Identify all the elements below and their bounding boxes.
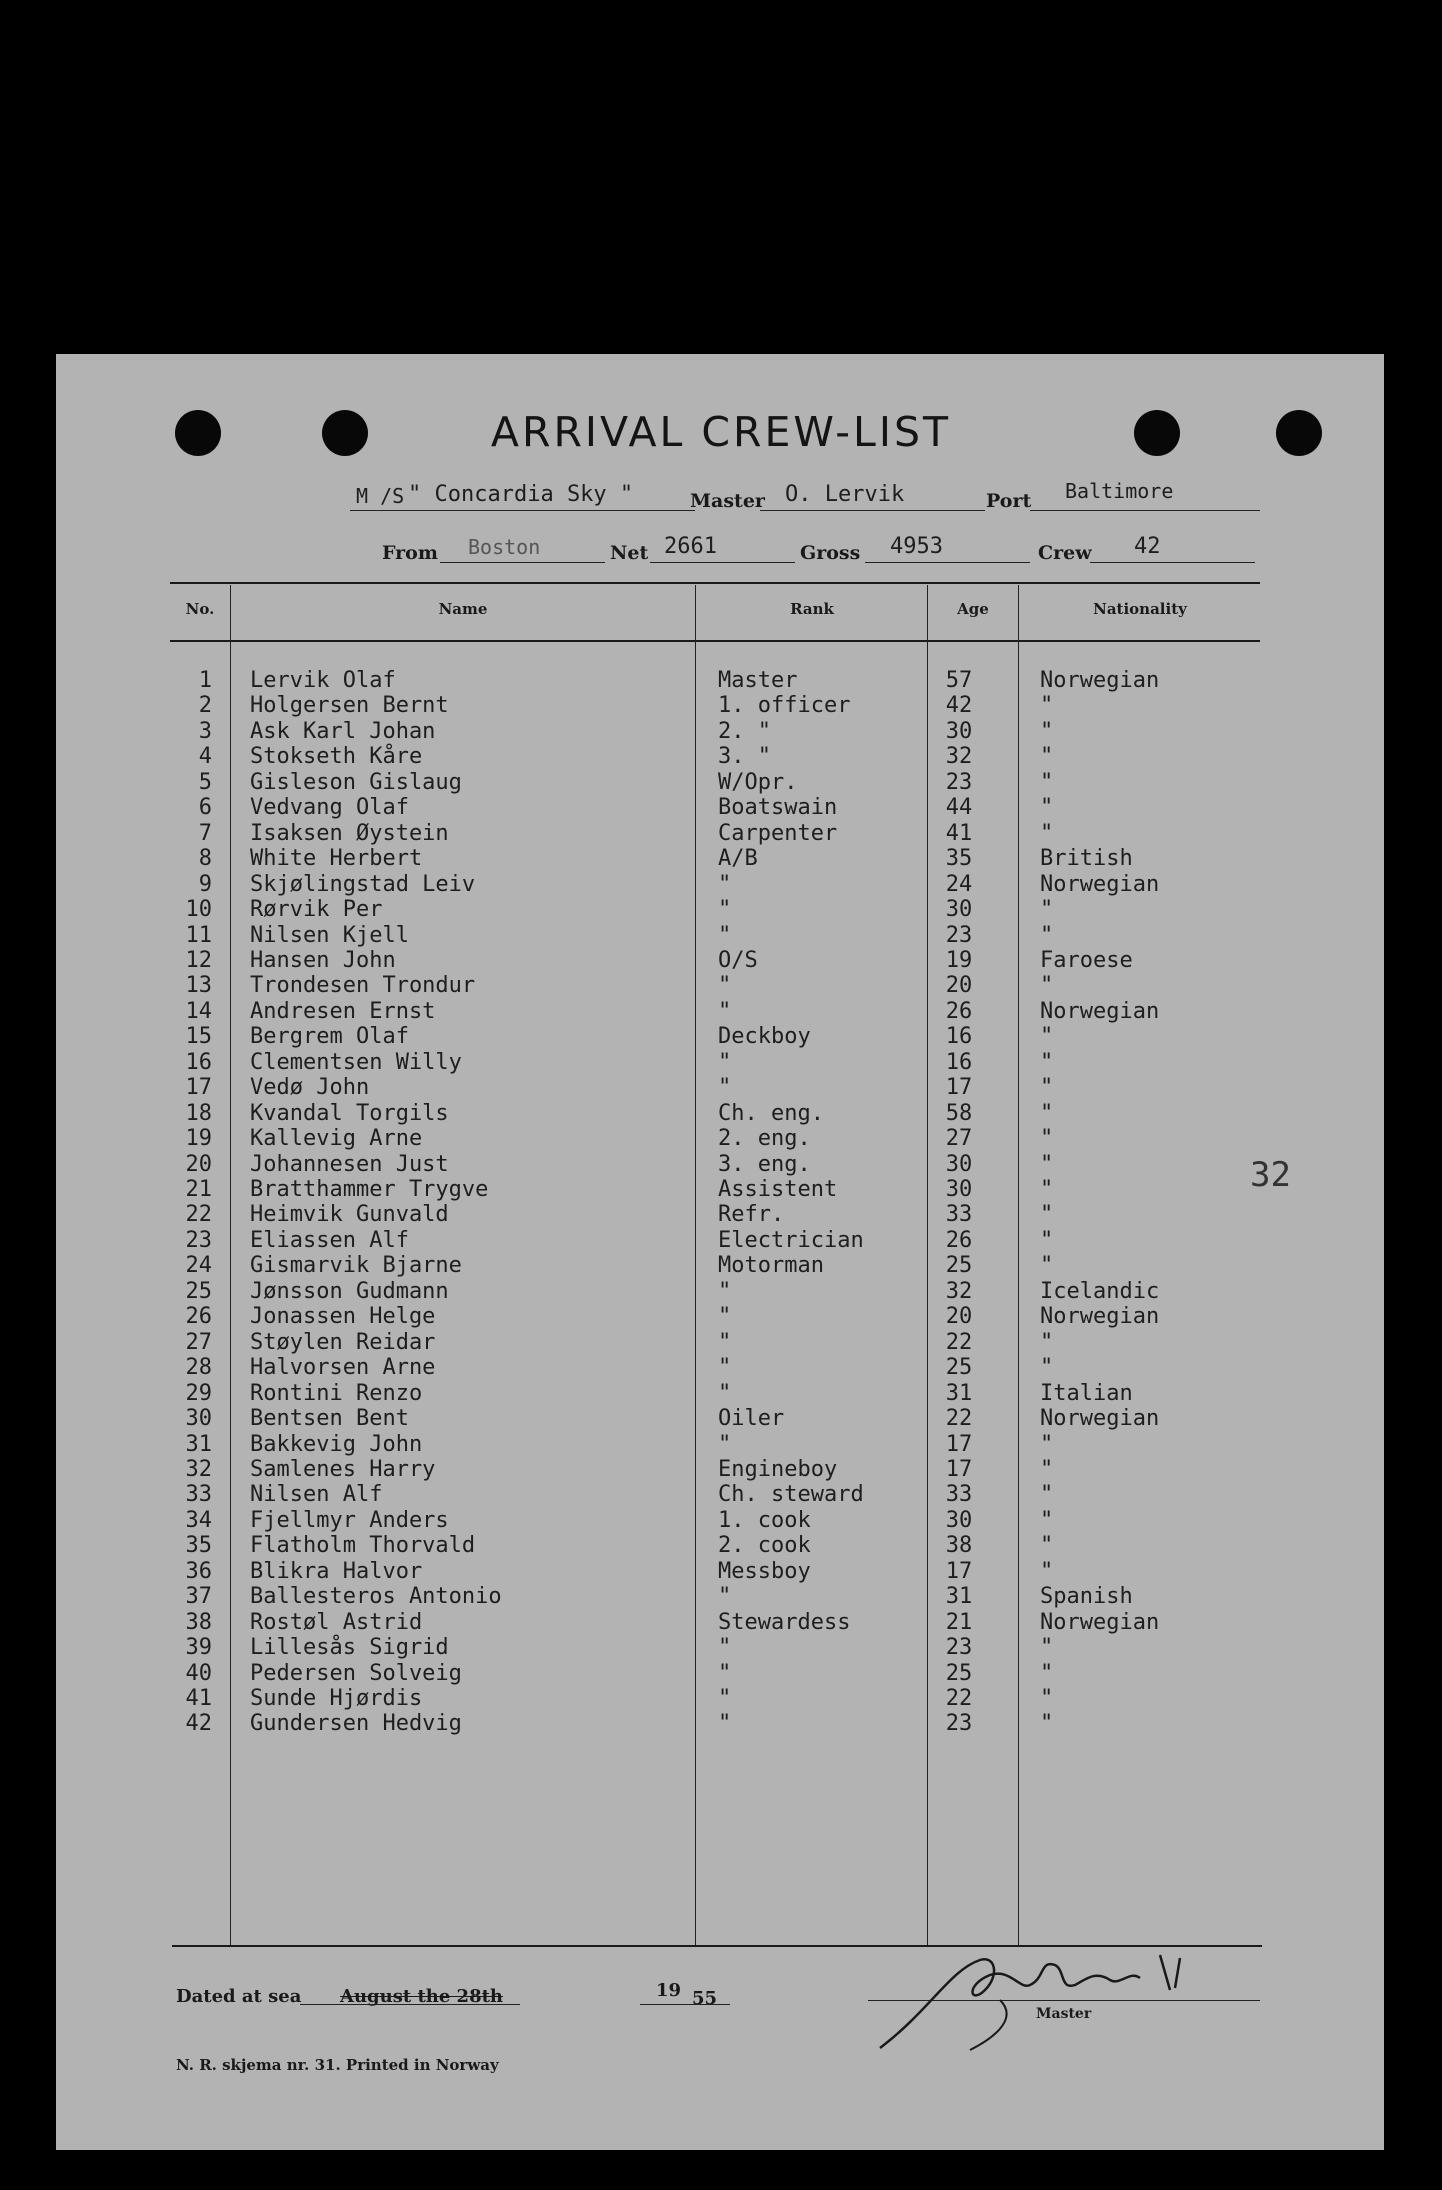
table-row <box>0 1661 1442 1686</box>
crew-nationality: " <box>1040 1151 1054 1177</box>
crew-age: 26 <box>945 1227 973 1253</box>
crew-name: Pedersen Solveig <box>250 1660 462 1686</box>
crew-rank: 1. cook <box>718 1507 811 1533</box>
crew-no: 10 <box>185 897 212 923</box>
crew-nationality: " <box>1040 1126 1054 1152</box>
crew-no: 27 <box>185 1329 212 1355</box>
crew-age: 35 <box>945 846 973 872</box>
crew-name: White Herbert <box>250 846 423 872</box>
crew-age: 30 <box>945 718 973 744</box>
crew-no: 14 <box>185 998 212 1024</box>
crew-no: 42 <box>185 1711 212 1737</box>
crew-rank: " <box>718 1686 732 1711</box>
crew-nationality: " <box>1040 1482 1054 1508</box>
col-header-rank: Rank <box>790 600 834 618</box>
table-row <box>0 744 1442 769</box>
crew-name: Gundersen Hedvig <box>250 1711 462 1737</box>
table-row <box>0 668 1442 693</box>
table-row <box>0 821 1442 846</box>
crew-no: 26 <box>185 1304 212 1330</box>
table-row <box>0 1279 1442 1304</box>
crew-name: Lervik Olaf <box>250 668 396 693</box>
crew-age: 25 <box>945 1660 973 1686</box>
crew-rank: " <box>718 1278 732 1304</box>
crew-rank: " <box>718 1049 732 1075</box>
crew-age: 17 <box>945 1456 973 1482</box>
crew-nationality: " <box>1040 1024 1054 1050</box>
year-suffix: 55 <box>692 1988 718 2009</box>
crew-name: Holgersen Bernt <box>250 693 449 719</box>
crew-age: 17 <box>945 1431 973 1457</box>
crew-nationality: " <box>1040 973 1054 999</box>
signature-master-label: Master <box>1036 2006 1092 2022</box>
crew-no: 25 <box>185 1278 212 1304</box>
crew-age: 17 <box>945 1558 973 1584</box>
crew-nationality: " <box>1040 1253 1054 1279</box>
crew-nationality: " <box>1040 744 1054 770</box>
crew-rank: " <box>718 922 732 948</box>
table-row <box>0 1610 1442 1635</box>
crew-rank: Stewardess <box>718 1609 851 1635</box>
crew-age: 42 <box>945 693 973 719</box>
table-row <box>0 1126 1442 1151</box>
crew-name: Flatholm Thorvald <box>250 1533 476 1559</box>
table-row <box>0 1228 1442 1253</box>
crew-nationality: British <box>1040 846 1133 872</box>
crew-rank: Deckboy <box>718 1024 811 1050</box>
crew-name: Trondesen Trondur <box>250 973 476 999</box>
gross-label: Gross <box>800 542 861 564</box>
crew-rank: Motorman <box>718 1253 824 1279</box>
table-row <box>0 1177 1442 1202</box>
dated-label: Dated at sea <box>176 1986 302 2007</box>
crew-no: 29 <box>185 1380 212 1406</box>
table-row <box>0 846 1442 871</box>
crew-nationality: " <box>1040 1660 1054 1686</box>
crew-rank: 2. " <box>718 718 771 744</box>
crew-name: Andresen Ernst <box>250 998 436 1024</box>
crew-no: 37 <box>185 1584 212 1610</box>
crew-age: 30 <box>945 1151 973 1177</box>
crew-name: Bentsen Bent <box>250 1406 409 1432</box>
crew-nationality: " <box>1040 1329 1054 1355</box>
crew-age: 30 <box>945 897 973 923</box>
crew-name: Kallevig Arne <box>250 1126 423 1152</box>
crew-age: 33 <box>945 1202 973 1228</box>
table-row <box>0 1457 1442 1482</box>
crew-name: Bratthammer Trygve <box>250 1177 489 1202</box>
crew-name: Stokseth Kåre <box>250 744 423 770</box>
crew-age: 20 <box>945 973 973 999</box>
table-row <box>0 1508 1442 1533</box>
crew-age: 16 <box>945 1049 973 1075</box>
crew-nationality: Faroese <box>1040 947 1133 973</box>
crew-rank: 3. " <box>718 744 771 770</box>
crew-age: 41 <box>945 820 973 846</box>
table-row <box>0 1202 1442 1227</box>
crew-name: Gismarvik Bjarne <box>250 1253 462 1279</box>
crew-rank: " <box>718 1635 732 1661</box>
col-header-name: Name <box>438 600 488 618</box>
crew-no: 2 <box>198 693 212 719</box>
crew-nationality: " <box>1040 1202 1054 1228</box>
crew-age: 19 <box>945 947 973 973</box>
crew-name: Rørvik Per <box>250 897 383 923</box>
crew-label: Crew <box>1038 542 1092 564</box>
from-label: From <box>382 542 438 564</box>
table-row <box>0 693 1442 718</box>
crew-name: Ballesteros Antonio <box>250 1584 502 1610</box>
table-row <box>0 872 1442 897</box>
crew-name: Nilsen Kjell <box>250 922 409 948</box>
crew-name: Sunde Hjørdis <box>250 1686 423 1711</box>
crew-no: 20 <box>185 1151 212 1177</box>
crew-age: 31 <box>945 1380 973 1406</box>
crew-name: Hansen John <box>250 947 396 973</box>
crew-name: Lillesås Sigrid <box>250 1635 449 1661</box>
crew-rank: Master <box>718 668 798 693</box>
table-row <box>0 923 1442 948</box>
crew-age: 20 <box>945 1304 973 1330</box>
crew-name: Jønsson Gudmann <box>250 1278 449 1304</box>
crew-age: 23 <box>945 922 973 948</box>
from-value: Boston <box>468 535 541 559</box>
form-title: ARRIVAL CREW-LIST <box>490 408 952 456</box>
crew-nationality: " <box>1040 1558 1054 1584</box>
crew-rank: " <box>718 1304 732 1330</box>
crew-age: 23 <box>945 1635 973 1661</box>
crew-no: 28 <box>185 1355 212 1381</box>
crew-no: 24 <box>185 1253 212 1279</box>
crew-age: 25 <box>945 1253 973 1279</box>
crew-age: 57 <box>945 668 973 693</box>
crew-nationality: Norwegian <box>1040 668 1160 693</box>
crew-age: 17 <box>945 1075 973 1101</box>
crew-nationality: " <box>1040 1686 1054 1711</box>
crew-age: 22 <box>945 1406 973 1432</box>
crew-no: 1 <box>198 668 212 693</box>
crew-name: Jonassen Helge <box>250 1304 436 1330</box>
crew-nationality: " <box>1040 1533 1054 1559</box>
crew-no: 8 <box>198 846 212 872</box>
crew-rank: Engineboy <box>718 1456 838 1482</box>
table-row <box>0 999 1442 1024</box>
crew-age: 22 <box>945 1686 973 1711</box>
crew-rank: 1. officer <box>718 693 851 719</box>
crew-age: 58 <box>945 1100 973 1126</box>
crew-no: 5 <box>198 769 212 795</box>
crew-nationality: " <box>1040 1075 1054 1101</box>
crew-rank: 2. eng. <box>718 1126 811 1152</box>
crew-rank: Ch. steward <box>718 1482 864 1508</box>
col-header-age: Age <box>957 600 989 618</box>
crew-nationality: " <box>1040 693 1054 719</box>
crew-age: 23 <box>945 769 973 795</box>
table-row <box>0 1050 1442 1075</box>
table-row <box>0 1075 1442 1100</box>
crew-name: Rontini Renzo <box>250 1380 423 1406</box>
crew-name: Ask Karl Johan <box>250 718 436 744</box>
crew-rank: " <box>718 973 732 999</box>
crew-no: 36 <box>185 1558 212 1584</box>
crew-age: 26 <box>945 998 973 1024</box>
crew-age: 32 <box>945 744 973 770</box>
crew-age: 25 <box>945 1355 973 1381</box>
crew-name: Heimvik Gunvald <box>250 1202 449 1228</box>
crew-nationality: " <box>1040 718 1054 744</box>
table-row <box>0 1152 1442 1177</box>
crew-name: Blikra Halvor <box>250 1558 423 1584</box>
crew-name: Johannesen Just <box>250 1151 449 1177</box>
crew-rank: " <box>718 1355 732 1381</box>
crew-rank: Ch. eng. <box>718 1100 824 1126</box>
crew-no: 9 <box>198 871 212 897</box>
margin-note: 32 <box>1250 1155 1291 1195</box>
crew-rank: " <box>718 897 732 923</box>
crew-nationality: " <box>1040 1355 1054 1381</box>
crew-nationality: Spanish <box>1040 1584 1133 1610</box>
crew-no: 35 <box>185 1533 212 1559</box>
crew-name: Rostøl Astrid <box>250 1609 423 1635</box>
crew-age: 38 <box>945 1533 973 1559</box>
crew-rank: " <box>718 998 732 1024</box>
crew-rank: O/S <box>718 947 758 973</box>
crew-nationality: Norwegian <box>1040 1609 1160 1635</box>
crew-name: Samlenes Harry <box>250 1456 436 1482</box>
crew-name: Halvorsen Arne <box>250 1355 436 1381</box>
crew-age: 32 <box>945 1278 973 1304</box>
crew-rank: " <box>718 1431 732 1457</box>
table-row <box>0 1406 1442 1431</box>
vessel-name: " Concardia Sky " <box>408 482 634 507</box>
crew-nationality: " <box>1040 1100 1054 1126</box>
year-prefix: 19 <box>656 1980 682 2001</box>
crew-rank: " <box>718 871 732 897</box>
crew-nationality: " <box>1040 1635 1054 1661</box>
gross-value: 4953 <box>890 534 943 559</box>
table-row <box>0 795 1442 820</box>
master-label: Master <box>690 490 765 512</box>
form-note: N. R. skjema nr. 31. Printed in Norway <box>176 2056 499 2074</box>
crew-nationality: " <box>1040 1711 1054 1737</box>
table-row <box>0 973 1442 998</box>
crew-rank: Messboy <box>718 1558 811 1584</box>
crew-rank: " <box>718 1075 732 1101</box>
crew-rank: " <box>718 1380 732 1406</box>
table-row <box>0 1686 1442 1711</box>
crew-rank: 2. cook <box>718 1533 811 1559</box>
crew-age: 33 <box>945 1482 973 1508</box>
crew-no: 40 <box>185 1660 212 1686</box>
crew-nationality: " <box>1040 1456 1054 1482</box>
table-row <box>0 1432 1442 1457</box>
crew-age: 21 <box>945 1609 973 1635</box>
crew-rank: W/Opr. <box>718 769 798 795</box>
crew-no: 18 <box>185 1100 212 1126</box>
port-label: Port <box>986 490 1032 512</box>
crew-rank: " <box>718 1329 732 1355</box>
crew-name: Bergrem Olaf <box>250 1024 409 1050</box>
crew-nationality: " <box>1040 1177 1054 1202</box>
crew-name: Støylen Reidar <box>250 1329 436 1355</box>
crew-age: 30 <box>945 1177 973 1202</box>
table-row <box>0 1381 1442 1406</box>
crew-no: 12 <box>185 947 212 973</box>
col-header-no: No. <box>185 600 215 618</box>
crew-no: 21 <box>185 1177 212 1202</box>
col-header-nationality: Nationality <box>1093 600 1187 618</box>
crew-nationality: Norwegian <box>1040 1304 1160 1330</box>
master-value: O. Lervik <box>785 482 905 507</box>
table-row <box>0 948 1442 973</box>
crew-no: 33 <box>185 1482 212 1508</box>
table-row <box>0 1711 1442 1736</box>
crew-age: 27 <box>945 1126 973 1152</box>
table-row <box>0 897 1442 922</box>
crew-age: 44 <box>945 795 973 821</box>
table-row <box>0 1533 1442 1558</box>
crew-no: 22 <box>185 1202 212 1228</box>
table-row <box>0 1584 1442 1609</box>
crew-rank: Assistent <box>718 1177 838 1202</box>
crew-age: 23 <box>945 1711 973 1737</box>
crew-rank: " <box>718 1660 732 1686</box>
crew-no: 11 <box>185 922 212 948</box>
table-row <box>0 1559 1442 1584</box>
crew-no: 4 <box>198 744 212 770</box>
crew-nationality: " <box>1040 795 1054 821</box>
crew-no: 41 <box>185 1686 212 1711</box>
crew-nationality: " <box>1040 769 1054 795</box>
crew-value: 42 <box>1134 534 1161 559</box>
crew-name: Nilsen Alf <box>250 1482 383 1508</box>
dated-value: August the 28th <box>340 1986 504 2007</box>
crew-name: Bakkevig John <box>250 1431 423 1457</box>
crew-name: Vedø John <box>250 1075 370 1101</box>
crew-name: Eliassen Alf <box>250 1227 409 1253</box>
crew-age: 24 <box>945 871 973 897</box>
crew-age: 31 <box>945 1584 973 1610</box>
port-value: Baltimore <box>1065 479 1174 503</box>
crew-no: 3 <box>198 718 212 744</box>
crew-no: 30 <box>185 1406 212 1432</box>
master-signature <box>870 1930 1240 2060</box>
crew-rank: Oiler <box>718 1406 785 1432</box>
net-label: Net <box>610 542 649 564</box>
crew-rank: Electrician <box>718 1227 864 1253</box>
crew-no: 7 <box>198 820 212 846</box>
crew-nationality: " <box>1040 897 1054 923</box>
net-value: 2661 <box>664 534 717 559</box>
table-row <box>0 1304 1442 1329</box>
table-row <box>0 719 1442 744</box>
crew-nationality: " <box>1040 922 1054 948</box>
crew-age: 22 <box>945 1329 973 1355</box>
crew-name: Skjølingstad Leiv <box>250 871 476 897</box>
crew-nationality: " <box>1040 1431 1054 1457</box>
crew-age: 16 <box>945 1024 973 1050</box>
crew-nationality: Italian <box>1040 1380 1133 1406</box>
crew-nationality: Norwegian <box>1040 998 1160 1024</box>
table-row <box>0 1101 1442 1126</box>
crew-no: 19 <box>185 1126 212 1152</box>
crew-no: 23 <box>185 1227 212 1253</box>
crew-no: 34 <box>185 1507 212 1533</box>
crew-no: 16 <box>185 1049 212 1075</box>
table-row <box>0 1482 1442 1507</box>
crew-rank: " <box>718 1711 732 1737</box>
crew-nationality: " <box>1040 1049 1054 1075</box>
table-row <box>0 770 1442 795</box>
table-row <box>0 1330 1442 1355</box>
crew-name: Vedvang Olaf <box>250 795 409 821</box>
crew-nationality: " <box>1040 1507 1054 1533</box>
table-row <box>0 1635 1442 1660</box>
vessel-prefix: M /S <box>356 484 405 508</box>
table-row <box>0 1024 1442 1049</box>
crew-no: 6 <box>198 795 212 821</box>
crew-name: Isaksen Øystein <box>250 820 449 846</box>
crew-no: 15 <box>185 1024 212 1050</box>
crew-name: Fjellmyr Anders <box>250 1507 449 1533</box>
table-row <box>0 1253 1442 1278</box>
crew-nationality: " <box>1040 1227 1054 1253</box>
crew-rank: Refr. <box>718 1202 785 1228</box>
crew-rank: Boatswain <box>718 795 838 821</box>
crew-no: 13 <box>185 973 212 999</box>
crew-nationality: Icelandic <box>1040 1278 1160 1304</box>
crew-rank: A/B <box>718 846 758 872</box>
crew-rank: " <box>718 1584 732 1610</box>
crew-name: Kvandal Torgils <box>250 1100 449 1126</box>
crew-nationality: " <box>1040 820 1054 846</box>
crew-nationality: Norwegian <box>1040 1406 1160 1432</box>
crew-no: 39 <box>185 1635 212 1661</box>
crew-no: 32 <box>185 1456 212 1482</box>
crew-no: 31 <box>185 1431 212 1457</box>
crew-nationality: Norwegian <box>1040 871 1160 897</box>
crew-name: Clementsen Willy <box>250 1049 462 1075</box>
table-row <box>0 1355 1442 1380</box>
crew-age: 30 <box>945 1507 973 1533</box>
crew-no: 17 <box>185 1075 212 1101</box>
crew-name: Gisleson Gislaug <box>250 769 462 795</box>
crew-rank: 3. eng. <box>718 1151 811 1177</box>
crew-rank: Carpenter <box>718 820 838 846</box>
crew-no: 38 <box>185 1609 212 1635</box>
